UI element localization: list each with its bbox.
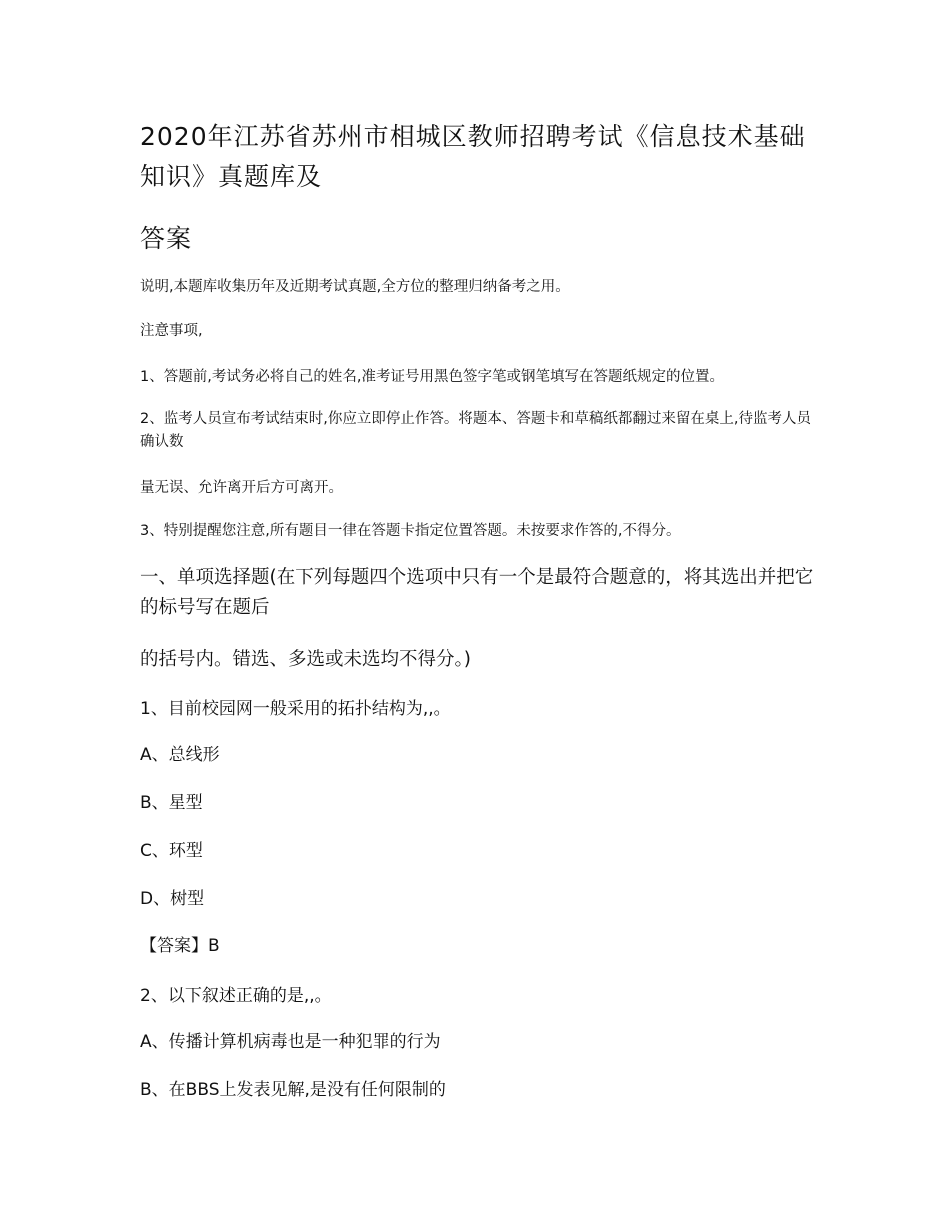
notice-item-2: 2、监考人员宣布考试结束时,你应立即停止作答。将题本、答题卡和草稿纸都翻过来留在桌上,待监考人员确认数 [140,411,811,450]
notice-item-2-continued: 量无误、允许离开后方可离开。 [140,480,343,496]
question-1-stem: 1、目前校园网一般采用的拓扑结构为,,。 [140,699,451,719]
section-heading: 一、单项选择题(在下列每题四个选项中只有一个是最符合题意的，将其选出并把它的标号写在题后 [140,567,814,618]
notice-item-3: 3、特别提醒您注意,所有题目一律在答题卡指定位置答题。未按要求作答的,不得分。 [140,523,681,539]
question-1-option-b: B、星型 [140,793,203,813]
question-1-option-d: D、树型 [140,889,205,909]
document-title-continued: 答案 [140,224,193,253]
question-1-option-c: C、环型 [140,841,203,861]
question-2-option-b: B、在BBS上发表见解,是没有任何限制的 [140,1080,446,1100]
notice-item-1: 1、答题前,考试务必将自己的姓名,准考证号用黑色签字笔或钢笔填写在答题纸规定的位置。 [140,369,724,385]
document-title: 2020年江苏省苏州市相城区教师招聘考试《信息技术基础知识》真题库及 [140,122,806,191]
notice-heading: 注意事项, [140,323,203,339]
section-heading-continued: 的括号内。错选、多选或未选均不得分。) [140,649,471,670]
intro-note: 说明,本题库收集历年及近期考试真题,全方位的整理归纳备考之用。 [140,279,570,295]
question-1-answer: 【答案】B [140,936,220,956]
question-2-stem: 2、以下叙述正确的是,,。 [140,986,332,1006]
question-2-option-a: A、传播计算机病毒也是一种犯罪的行为 [140,1032,441,1052]
question-1-option-a: A、总线形 [140,745,220,765]
